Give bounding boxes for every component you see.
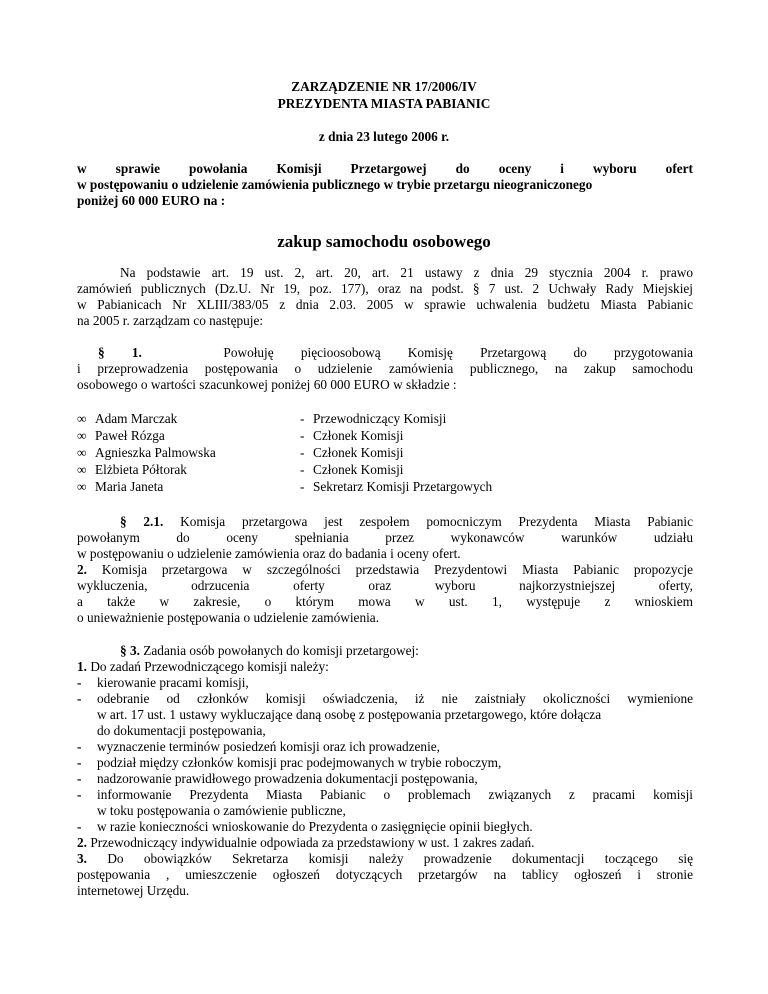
list-dash: -	[77, 675, 82, 690]
par1-label: § 1.	[98, 345, 142, 360]
member-role: Członek Komisji	[313, 428, 404, 443]
par3-p2-label: 2.	[77, 835, 87, 850]
member-role: Członek Komisji	[313, 462, 404, 477]
par3-label: § 3.	[120, 643, 140, 658]
par3-p3-line1	[77, 851, 693, 867]
par3-item2-line1: odebranie od członków komisji oświadczenia, iż nie zaistniały okoliczności wymienione	[97, 691, 693, 706]
member-bullet-icon: ∞	[77, 479, 87, 494]
list-dash: -	[77, 787, 82, 802]
member-role: Członek Komisji	[313, 445, 404, 460]
member-name: Maria Janeta	[95, 479, 164, 494]
par2-line1	[120, 514, 693, 530]
matter-line3: poniżej 60 000 EURO na :	[77, 193, 226, 208]
member-name: Paweł Rózga	[95, 428, 165, 443]
member-role: Przewodniczący Komisji	[313, 411, 447, 426]
par3-p3-line2: postępowania , umieszczenie ogłoszeń dotyczących przetargów na tablicy ogłoszeń i stronie	[77, 867, 693, 882]
matter-line1: w sprawie powołania Komisji Przetargowej do oceny i wyboru ofert	[77, 161, 693, 176]
par3-item3: wyznaczenie terminów posiedzeń komisji oraz ich prowadzenie,	[97, 739, 440, 754]
par3-item6-line2: w toku postępowania o zamówienie publiczne,	[97, 803, 346, 818]
member-bullet-icon: ∞	[77, 411, 87, 426]
par3-p2	[77, 835, 693, 851]
matter-line2: w postępowaniu o udzielenie zamówienia publicznego w trybie przetargu nieograniczonego	[77, 177, 593, 192]
member-bullet-icon: ∞	[77, 428, 87, 443]
par3-item7: w razie konieczności wnioskowanie do Prezydenta o zasięgnięcie opinii biegłych.	[97, 819, 533, 834]
par2-p2-label: 2.	[77, 562, 87, 577]
basis-line4: na 2005 r. zarządzam co następuje:	[77, 313, 264, 328]
par2-line2: powołanym do oceny spełniania przez wykonawców warunków udziału	[77, 530, 693, 545]
basis-line2: zamówień publicznych (Dz.U. Nr 19, poz. 177), oraz na podst. § 7 ust. 2 Uchwały Rady Miejskiej	[77, 281, 693, 296]
list-dash: -	[77, 755, 82, 770]
par2-p2-line2: wykluczenia, odrzucenia oferty oraz wyboru najkorzystniejszej oferty,	[77, 578, 693, 593]
par2-line3: w postępowaniu o udzielenie zamówienia oraz do badania i oceny ofert.	[77, 546, 461, 561]
list-dash: -	[77, 819, 82, 834]
member-name: Elżbieta Półtorak	[95, 462, 187, 477]
par2-p2-line3: a także w zakresie, o którym mowa w ust. 1, występuje z wnioskiem	[77, 594, 693, 609]
member-bullet-icon: ∞	[77, 462, 87, 477]
member-dash: -	[300, 411, 305, 426]
member-name: Agnieszka Palmowska	[95, 445, 216, 460]
par3-p3-line1-text: Do obowiązków Sekretarza komisji należy prowadzenie dokumentacji toczącego się	[107, 851, 693, 866]
subject-heading: zakup samochodu osobowego	[277, 232, 491, 251]
par1-line3: osobowego o wartości szacunkowej poniżej 60 000 EURO w składzie :	[77, 377, 457, 392]
list-dash: -	[77, 739, 82, 754]
member-dash: -	[300, 479, 305, 494]
member-name: Adam Marczak	[95, 411, 178, 426]
par3-item2-line3: do dokumentacji postępowania,	[97, 723, 266, 738]
par3-p3-line3: internetowej Urzędu.	[77, 883, 190, 898]
member-dash: -	[300, 428, 305, 443]
par3-intro-text: Zadania osób powołanych do komisji przetargowej:	[143, 643, 419, 658]
member-dash: -	[300, 445, 305, 460]
par2-p2-line4: o unieważnienie postępowania o udzielenie zamówienia.	[77, 610, 380, 625]
par2-p2-line1-text: Komisja przetargowa w szczególności przedstawia Prezydentowi Miasta Pabianic propozycje	[101, 562, 694, 577]
par3-intro	[120, 643, 736, 659]
par2-label: § 2.1.	[120, 514, 164, 529]
member-role: Sekretarz Komisji Przetargowych	[313, 479, 493, 494]
par1-line1	[98, 345, 693, 361]
basis-line3: w Pabianicach Nr XLIII/383/05 z dnia 2.03. 2005 w sprawie uchwalenia budżetu Miasta Pabianic	[77, 297, 693, 312]
par3-p1-text: Do zadań Przewodniczącego komisji należy:	[90, 659, 329, 674]
list-dash: -	[77, 691, 82, 706]
par3-item6-line1: informowanie Prezydenta Miasta Pabianic o problemach związanych z pracami komisji	[97, 787, 693, 802]
par3-p2-text: Przewodniczący indywidualnie odpowiada za przedstawiony w ust. 1 zakres zadań.	[90, 835, 535, 850]
document-title-line1: ZARZĄDZENIE NR 17/2006/IV	[291, 79, 477, 94]
par3-item5: nadzorowanie prawidłowego prowadzenia dokumentacji postępowania,	[97, 771, 478, 786]
par2-line1-text: Komisja przetargowa jest zespołem pomocniczym Prezydenta Miasta Pabianic	[180, 514, 693, 529]
par3-item4: podział między członków komisji prac podejmowanych w trybie roboczym,	[97, 755, 502, 770]
document-title-line2: PREZYDENTA MIASTA PABIANIC	[277, 96, 491, 111]
par3-p1	[77, 659, 693, 675]
par3-item1: kierowanie pracami komisji,	[97, 675, 249, 690]
list-dash: -	[77, 771, 82, 786]
par1-line2: i przeprowadzenia postępowania o udzielenie zamówienia publicznego, na zakup samochodu	[77, 361, 693, 376]
par2-p2-line1	[77, 562, 693, 578]
par1-line1-text: Powołuję pięcioosobową Komisję Przetargową do przygotowania	[223, 345, 693, 360]
par3-item2-line2: w art. 17 ust. 1 ustawy wykluczające daną osobę z postępowania przetargowego, które dołącza	[97, 707, 602, 722]
par3-p3-label: 3.	[77, 851, 87, 866]
par3-p1-label: 1.	[77, 659, 87, 674]
document-date: z dnia 23 lutego 2006 r.	[318, 129, 450, 144]
member-bullet-icon: ∞	[77, 445, 87, 460]
basis-line1: Na podstawie art. 19 ust. 2, art. 20, art. 21 ustawy z dnia 29 stycznia 2004 r. prawo	[120, 265, 693, 280]
member-dash: -	[300, 462, 305, 477]
